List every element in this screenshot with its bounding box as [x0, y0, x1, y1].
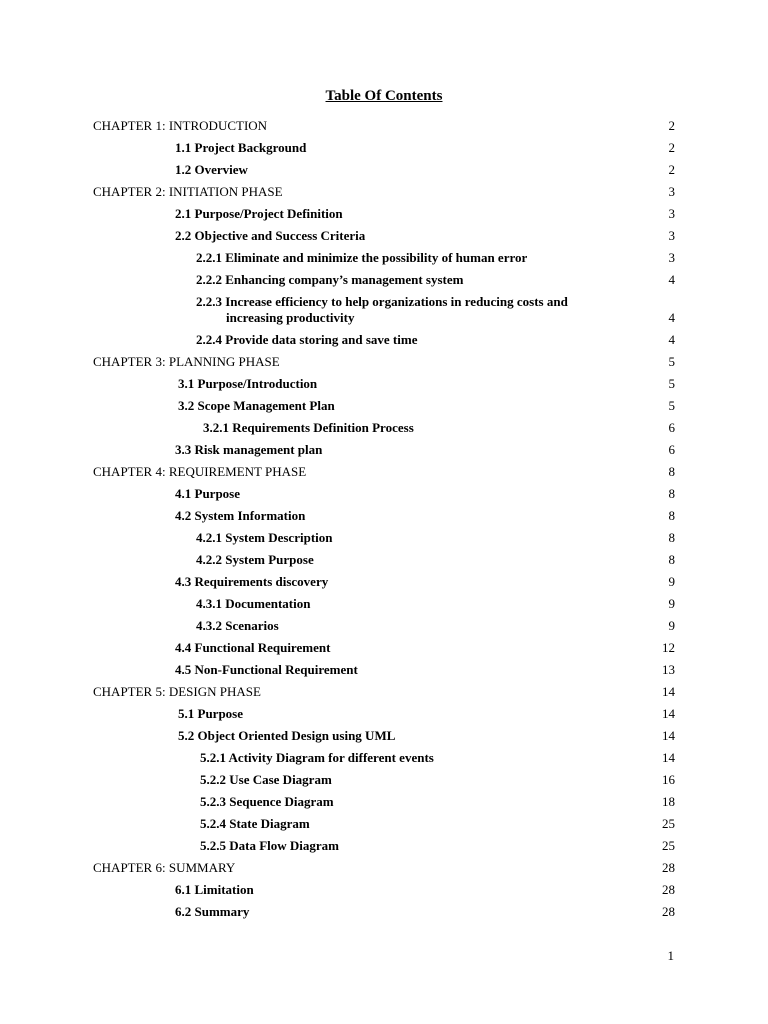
toc-entry-page: 12	[662, 640, 675, 655]
toc-entry-label: 4.2.2 System Purpose	[196, 552, 314, 567]
toc-entry-label: CHAPTER 4: REQUIREMENT PHASE	[93, 464, 307, 479]
toc-entry-page: 3	[668, 250, 675, 265]
toc-entry-label: 5.2 Object Oriented Design using UML	[178, 728, 396, 743]
footer-page-number: 1	[667, 948, 674, 963]
toc-entry-page: 9	[668, 574, 675, 589]
toc-entry-page: 6	[668, 442, 675, 457]
toc-entry-label: 4.3.1 Documentation	[196, 596, 311, 611]
toc-entry-page: 5	[668, 398, 675, 413]
toc-entry-page: 2	[668, 140, 675, 155]
toc-entry-label: CHAPTER 2: INITIATION PHASE	[93, 184, 283, 199]
toc-entry-label: 2.2.2 Enhancing company’s management system	[196, 272, 464, 287]
toc-entry-page: 8	[668, 486, 675, 501]
toc-entry-label: 3.3 Risk management plan	[175, 442, 323, 457]
toc-entry-label: 2.2.1 Eliminate and minimize the possibility of human error	[196, 250, 528, 265]
toc-entry-label: 5.2.2 Use Case Diagram	[200, 772, 332, 787]
toc-entry-page: 28	[662, 904, 675, 919]
toc-entry-page: 14	[662, 750, 675, 765]
toc-entry-label: CHAPTER 3: PLANNING PHASE	[93, 354, 280, 369]
toc-entry-page: 5	[668, 354, 675, 369]
toc-entry-label: 5.1 Purpose	[178, 706, 243, 721]
toc-entry-label-continuation: increasing productivity	[226, 310, 355, 325]
toc-entry-page: 2	[668, 162, 675, 177]
toc-entry-page: 8	[668, 552, 675, 567]
toc-entry-page: 14	[662, 706, 675, 721]
toc-entry-label: 1.1 Project Background	[175, 140, 307, 155]
toc-entry-page: 5	[668, 376, 675, 391]
toc-entry-label: 4.3 Requirements discovery	[175, 574, 329, 589]
toc-entry-page: 8	[668, 508, 675, 523]
toc-entry-page: 6	[668, 420, 675, 435]
toc-entry-page: 4	[668, 310, 675, 325]
toc-entry-label: 4.4 Functional Requirement	[175, 640, 331, 655]
toc-entry-label: 5.2.4 State Diagram	[200, 816, 310, 831]
toc-entry-page: 8	[668, 464, 675, 479]
toc-entry-page: 9	[668, 618, 675, 633]
toc-title: Table Of Contents	[325, 88, 443, 104]
toc-entry-label: 4.1 Purpose	[175, 486, 240, 501]
toc-entry-page: 3	[668, 184, 675, 199]
toc-entry-label: 2.2.3 Increase efficiency to help organizations in reducing costs and	[196, 294, 568, 309]
toc-entry-page: 13	[662, 662, 675, 677]
toc-entry-label: 5.2.1 Activity Diagram for different events	[200, 750, 434, 765]
toc-entry-label: 2.2.4 Provide data storing and save time	[196, 332, 418, 347]
toc-entry-page: 16	[662, 772, 675, 787]
toc-entry-label: 2.2 Objective and Success Criteria	[175, 228, 366, 243]
toc-entry-page: 25	[662, 816, 675, 831]
toc-entry-label: CHAPTER 1: INTRODUCTION	[93, 118, 268, 133]
toc-entry-page: 28	[662, 860, 675, 875]
toc-entry-page: 3	[668, 206, 675, 221]
toc-entry-page: 14	[662, 684, 675, 699]
toc-entry-label: 5.2.3 Sequence Diagram	[200, 794, 334, 809]
toc-entry-page: 4	[668, 332, 675, 347]
toc-entry-page: 8	[668, 530, 675, 545]
toc-entry-label: CHAPTER 6: SUMMARY	[93, 860, 236, 875]
toc-entry-page: 18	[662, 794, 675, 809]
toc-entry-label: 1.2 Overview	[175, 162, 248, 177]
toc-entry-label: 3.1 Purpose/Introduction	[178, 376, 318, 391]
toc-entry-page: 2	[668, 118, 675, 133]
toc-entry-label: 4.2.1 System Description	[196, 530, 333, 545]
toc-entry-page: 25	[662, 838, 675, 853]
toc-entry-page: 4	[668, 272, 675, 287]
toc-entry-label: 3.2 Scope Management Plan	[178, 398, 335, 413]
toc-entry-label: 2.1 Purpose/Project Definition	[175, 206, 343, 221]
toc-entry-label: 4.5 Non-Functional Requirement	[175, 662, 358, 677]
toc-entry-page: 9	[668, 596, 675, 611]
toc-entry-page: 14	[662, 728, 675, 743]
toc-entry-label: 5.2.5 Data Flow Diagram	[200, 838, 340, 853]
toc-entry-label: 6.1 Limitation	[175, 882, 254, 897]
toc-entry-label: 6.2 Summary	[175, 904, 250, 919]
toc-entry-label: 4.3.2 Scenarios	[196, 618, 279, 633]
toc-entry-label: 3.2.1 Requirements Definition Process	[203, 420, 414, 435]
toc-entry-page: 3	[668, 228, 675, 243]
toc-entry-label: CHAPTER 5: DESIGN PHASE	[93, 684, 261, 699]
toc-entry-label: 4.2 System Information	[175, 508, 306, 523]
toc-entry-page: 28	[662, 882, 675, 897]
